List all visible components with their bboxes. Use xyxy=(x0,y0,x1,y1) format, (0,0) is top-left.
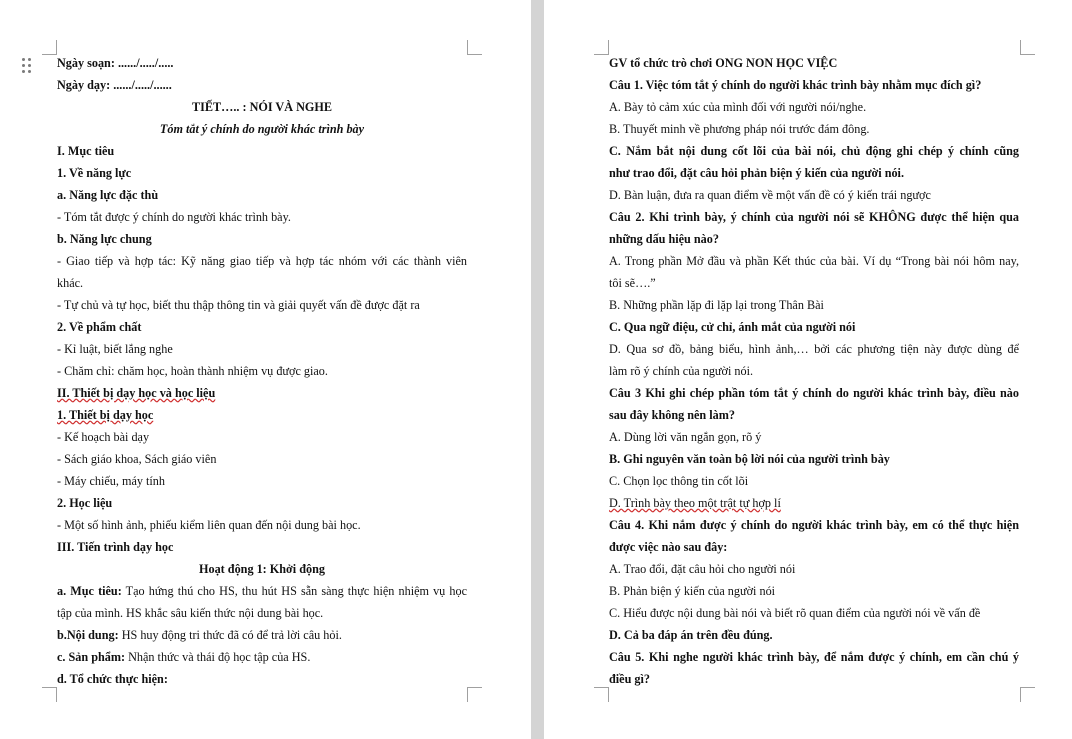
right-page-line: A. Trao đổi, đặt câu hỏi cho người nói xyxy=(609,562,796,576)
margin-corner-mark xyxy=(42,687,57,702)
left-page-line: b.Nội dung: HS huy động tri thức đã có để trả lời câu hỏi. xyxy=(57,628,342,642)
margin-corner-mark xyxy=(467,40,482,55)
document-page-right xyxy=(544,0,1072,739)
left-page-line: - Tự chủ và tự học, biết thu thập thông tin và giải quyết vấn đề được đặt ra xyxy=(57,298,420,312)
left-page-line: a. Năng lực đặc thù xyxy=(57,188,159,202)
left-page-line: - Tóm tắt được ý chính do người khác trình bày. xyxy=(57,210,291,224)
left-page-line: 2. Về phẩm chất xyxy=(57,320,142,334)
right-page-line: sau đây không nên làm? xyxy=(609,408,735,422)
left-page-line: c. Sản phẩm: Nhận thức và thái độ học tập của HS. xyxy=(57,650,311,664)
left-page-line: III. Tiến trình dạy học xyxy=(57,540,174,554)
left-page-line: Tóm tắt ý chính do người khác trình bày xyxy=(159,122,365,136)
right-page-line: C. Hiểu được nội dung bài nói và biết rõ quan điểm của người nói về vấn đề xyxy=(609,606,981,620)
right-page-line: A. Dùng lời văn ngắn gọn, rõ ý xyxy=(609,430,762,444)
left-page-line: II. Thiết bị dạy học và học liệu xyxy=(57,386,216,400)
right-page-line: A. Bày tỏ cảm xúc của mình đối với người nói/nghe. xyxy=(609,100,867,114)
left-page-line: TIẾT….. : NÓI VÀ NGHE xyxy=(192,100,332,114)
left-page-line: d. Tổ chức thực hiện: xyxy=(57,672,168,686)
right-page-line: Câu 2. Khi trình bày, ý chính của người nói sẽ KHÔNG được thể hiện qua xyxy=(609,210,1019,224)
page-gap xyxy=(531,0,544,739)
left-page-line: khác. xyxy=(57,276,84,290)
left-page-line: Hoạt động 1: Khởi động xyxy=(199,562,325,576)
right-page-line: A. Trong phần Mở đầu và phần Kết thúc của bài. Ví dụ “Trong bài nói hôm nay, xyxy=(609,254,1019,268)
right-page-line: D. Bàn luận, đưa ra quan điểm về một vấn đề có ý kiến trái ngược xyxy=(609,188,931,202)
right-page-line: điều gì? xyxy=(609,672,650,686)
right-page-line: C. Qua ngữ điệu, cử chỉ, ánh mắt của người nói xyxy=(609,320,856,334)
right-page-line: tôi sẽ….” xyxy=(609,276,656,290)
left-page-line: Ngày dạy: ....../...../...... xyxy=(57,78,172,92)
right-page-line: C. Nắm bắt nội dung cốt lõi của bài nói, chủ động ghi chép ý chính cũng xyxy=(609,144,1019,158)
margin-corner-mark xyxy=(42,40,57,55)
left-page-line: a. Mục tiêu: Tạo hứng thú cho HS, thu hút HS sẵn sàng thực hiện nhiệm vụ học xyxy=(57,584,467,598)
margin-corner-mark xyxy=(1020,687,1035,702)
right-page-line: GV tổ chức trò chơi ONG NON HỌC VIỆC xyxy=(609,56,838,70)
left-page-line: - Máy chiếu, máy tính xyxy=(57,474,165,488)
right-page-line: C. Chọn lọc thông tin cốt lõi xyxy=(609,474,749,488)
right-page-line: Câu 4. Khi nắm được ý chính do người khác trình bày, em có thể thực hiện xyxy=(609,518,1019,532)
left-page-line: - Giao tiếp và hợp tác: Kỹ năng giao tiếp và hợp tác nhóm với các thành viên xyxy=(57,254,467,268)
right-page-line: D. Trình bày theo một trật tự hợp lí xyxy=(609,496,781,510)
left-page-line: Ngày soạn: ....../...../..... xyxy=(57,56,174,70)
right-page-line: D. Qua sơ đồ, bảng biểu, hình ảnh,… bởi các phương tiện này được dùng để xyxy=(609,342,1019,356)
left-page-text[interactable] xyxy=(57,52,467,690)
margin-corner-mark xyxy=(594,687,609,702)
margin-corner-mark xyxy=(1020,40,1035,55)
right-page-line: D. Cả ba đáp án trên đều đúng. xyxy=(609,628,773,642)
right-page-line: B. Ghi nguyên văn toàn bộ lời nói của người trình bày xyxy=(609,452,890,466)
left-page-line: 1. Về năng lực xyxy=(57,166,132,180)
document-page-left xyxy=(0,0,531,739)
left-page-line: - Một số hình ảnh, phiếu kiểm liên quan đến nội dung bài học. xyxy=(57,518,361,532)
left-page-line: 2. Học liệu xyxy=(57,496,113,510)
right-page-line: B. Thuyết minh về phương pháp nói trước đám đông. xyxy=(609,122,870,136)
left-page-line: 1. Thiết bị dạy học xyxy=(57,408,154,422)
left-page-line: I. Mục tiêu xyxy=(57,144,115,158)
margin-corner-mark xyxy=(594,40,609,55)
right-page-line: Câu 3 Khi ghi chép phần tóm tắt ý chính do người khác trình bày, điều nào xyxy=(609,386,1019,400)
left-page-line: - Kế hoạch bài dạy xyxy=(57,430,150,444)
left-page-line: b. Năng lực chung xyxy=(57,232,152,246)
left-page-line: - Kỉ luật, biết lắng nghe xyxy=(57,342,173,356)
right-page-text[interactable] xyxy=(609,52,1019,690)
left-page-line: - Sách giáo khoa, Sách giáo viên xyxy=(57,452,217,466)
left-page-line: - Chăm chỉ: chăm học, hoàn thành nhiệm vụ được giao. xyxy=(57,364,328,378)
right-page-line: B. Những phần lặp đi lặp lại trong Thân Bài xyxy=(609,298,824,312)
drag-handle-icon[interactable] xyxy=(22,58,34,74)
right-page-line: Câu 5. Khi nghe người khác trình bày, để nắm được ý chính, em cần chú ý xyxy=(609,650,1019,664)
right-page-line: Câu 1. Việc tóm tắt ý chính do người khác trình bày nhằm mục đích gì? xyxy=(609,78,982,92)
margin-corner-mark xyxy=(467,687,482,702)
right-page-line: làm rõ ý chính của người nói. xyxy=(609,364,754,378)
right-page-line: những dấu hiệu nào? xyxy=(609,232,719,246)
right-page-line: được việc nào sau đây: xyxy=(609,540,728,554)
left-page-line: tập của mình. HS khắc sâu kiến thức nội dung bài học. xyxy=(57,606,324,620)
right-page-line: B. Phản biện ý kiến của người nói xyxy=(609,584,776,598)
right-page-line: như trao đổi, đặt câu hỏi phản biện ý kiến của người nói. xyxy=(609,166,904,180)
